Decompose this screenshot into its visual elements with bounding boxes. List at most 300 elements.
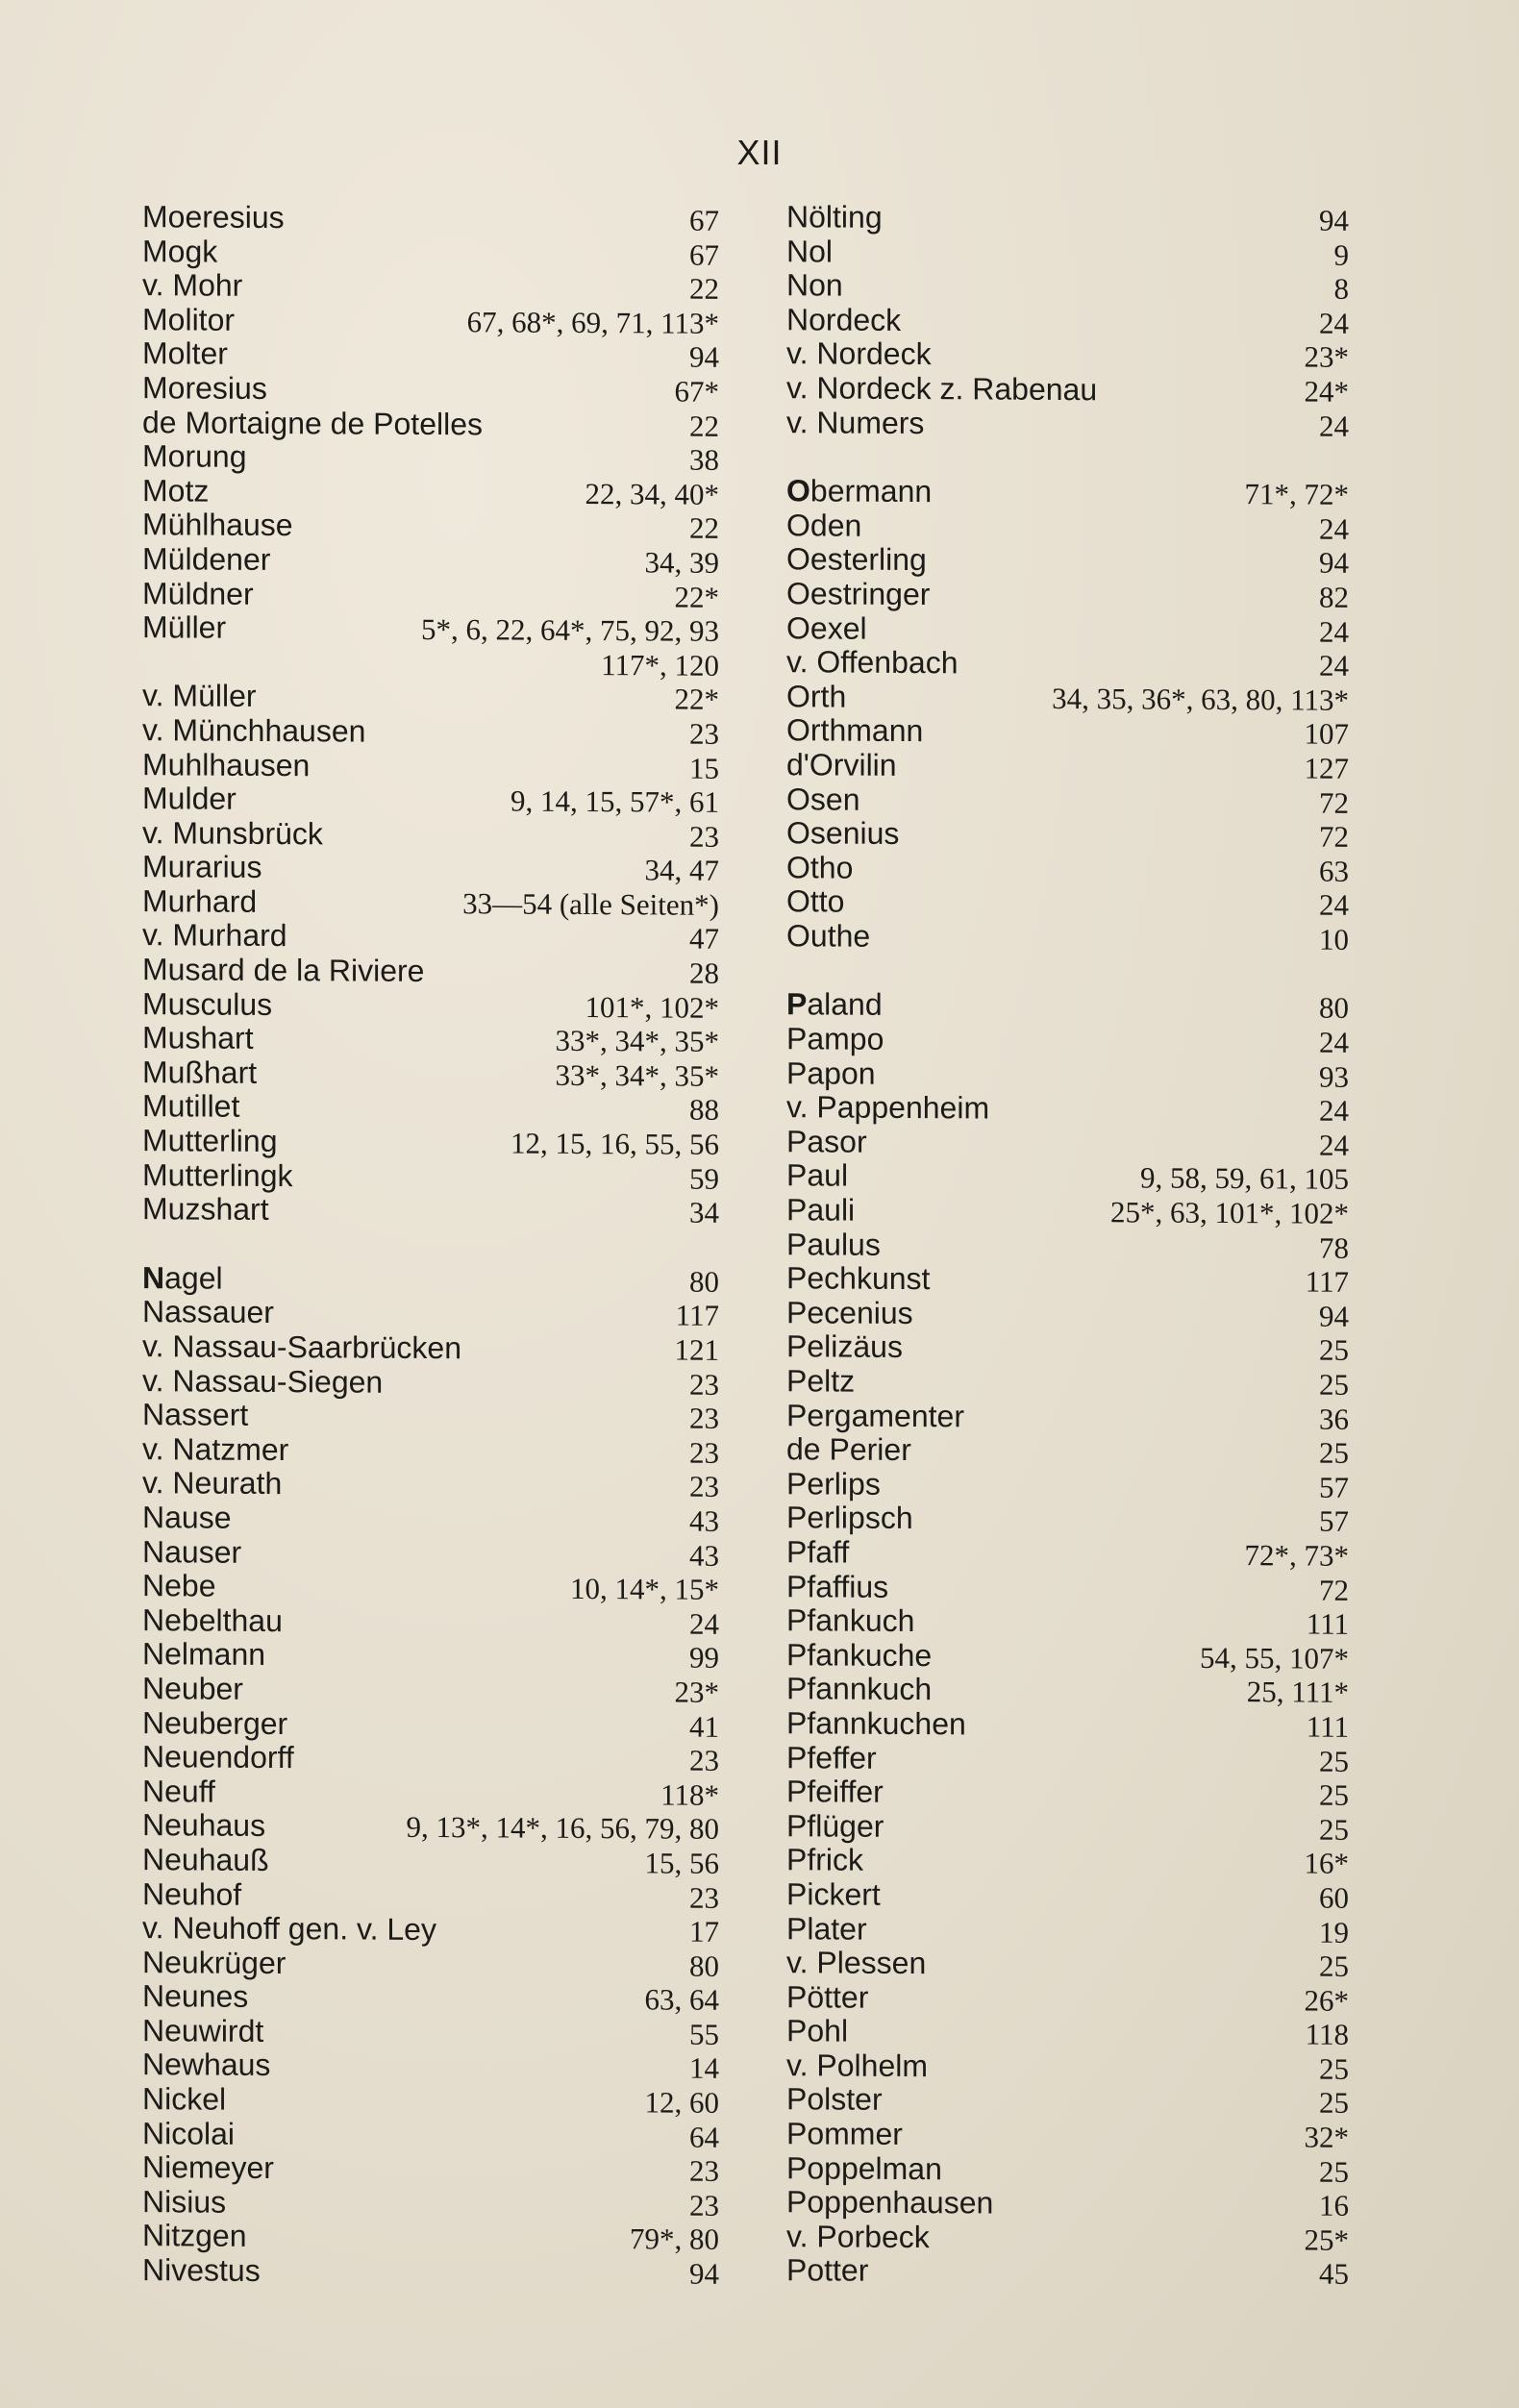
index-entry [142, 884, 719, 922]
entry-name-text: v. Pappenheim [786, 1089, 990, 1126]
index-entry [786, 2083, 1349, 2121]
entry-name-text: aland [807, 986, 883, 1023]
index-entry [142, 1158, 719, 1196]
entry-name [786, 1535, 849, 1570]
entry-pages: 59 [689, 1161, 719, 1196]
entry-pages: 80 [689, 1264, 719, 1299]
entry-name-text: v. Murhard [142, 917, 287, 954]
entry-name [142, 1808, 265, 1843]
entry-name [786, 577, 930, 612]
entry-pages: 47 [689, 922, 719, 956]
entry-pages: 16* [1304, 1846, 1349, 1881]
entry-pages: 94 [1319, 545, 1349, 581]
entry-name [142, 439, 247, 474]
entry-pages: 33—54 (alle Seiten*) [462, 886, 719, 922]
entry-name [786, 1467, 881, 1502]
entry-name-text: v. Nordeck z. Rabenau [786, 370, 1098, 408]
index-entry [786, 1364, 1349, 1402]
index-entry [786, 1193, 1349, 1230]
entry-name [142, 1843, 269, 1877]
index-entry [786, 782, 1349, 820]
entry-pages: 64 [689, 2120, 719, 2154]
index-entry [142, 1467, 719, 1504]
entry-name [786, 2254, 868, 2289]
index-entry [142, 850, 719, 887]
index-entry [142, 1432, 719, 1470]
entry-name [786, 2048, 928, 2083]
entry-pages: 9 [1333, 237, 1349, 272]
entry-name [142, 1192, 269, 1227]
entry-pages: 118* [660, 1777, 719, 1812]
index-entry [786, 235, 1349, 272]
entry-name [786, 2151, 942, 2187]
entry-name [786, 645, 958, 681]
index-entry [786, 1638, 1349, 1676]
entry-pages: 71*, 72* [1244, 477, 1349, 511]
entry-name-text: Pommer [786, 2116, 903, 2152]
entry-pages: 22* [674, 580, 719, 614]
entry-name [786, 2185, 993, 2221]
entry-name [142, 1055, 257, 1090]
entry-pages: 72 [1319, 785, 1349, 820]
entry-name-text: v. Mohr [142, 267, 243, 303]
index-entry [786, 1159, 1349, 1197]
entry-pages: 25 [1319, 1812, 1349, 1847]
entry-name [786, 1603, 914, 1638]
entry-pages: 25 [1319, 1367, 1349, 1402]
index-entry [786, 1125, 1349, 1162]
entry-name [142, 2117, 235, 2151]
entry-name [142, 406, 483, 442]
entry-name [786, 1570, 888, 1604]
index-entry [142, 1021, 719, 1058]
index-entry [142, 1808, 719, 1846]
entry-name-text: Muzshart [142, 1191, 269, 1228]
entry-pages: 79*, 80 [630, 2222, 719, 2257]
index-entry [142, 679, 719, 716]
entry-pages: 22 [689, 409, 719, 443]
index-entry [786, 1022, 1349, 1059]
index-entry [142, 2150, 719, 2188]
index-entry [142, 1535, 719, 1573]
entry-pages: 94 [689, 340, 719, 375]
entry-pages: 34 [689, 1195, 719, 1230]
entry-pages: 118 [1305, 2017, 1349, 2052]
entry-name-text: Perlips [786, 1465, 881, 1502]
entry-name-text: Neuhauß [142, 1842, 269, 1877]
entry-pages: 63 [1319, 854, 1349, 888]
entry-name-text: Pickert [786, 1876, 881, 1912]
entry-name [142, 1158, 293, 1194]
index-entry [142, 953, 719, 990]
entry-name [786, 988, 883, 1023]
entry-pages: 93 [1319, 1059, 1349, 1094]
index-entry [142, 1296, 719, 1333]
entry-name [786, 1502, 913, 1536]
entry-pages: 94 [1319, 1299, 1349, 1333]
entry-name [786, 2014, 848, 2048]
index-entry [786, 1261, 1349, 1299]
index-entry [786, 1502, 1349, 1539]
entry-pages: 23 [689, 2153, 719, 2189]
entry-name [786, 611, 867, 646]
entry-name-text: v. Plessen [786, 1945, 927, 1981]
entry-name [142, 884, 257, 919]
section-initial: N [142, 1259, 165, 1296]
entry-pages: 127 [1304, 751, 1349, 785]
entry-name [786, 2220, 930, 2255]
entry-pages: 16 [1319, 2188, 1349, 2223]
entry-name-text: Non [786, 267, 843, 303]
section-gap [142, 1227, 719, 1265]
entry-name-text: Nauser [142, 1533, 242, 1570]
entry-name-text: Morung [142, 438, 247, 474]
entry-name [142, 2253, 261, 2288]
section-gap [786, 439, 1349, 478]
index-column-right [786, 200, 1349, 2292]
index-entry [786, 1432, 1349, 1470]
index-entry [142, 1364, 719, 1402]
index-entry [786, 1809, 1349, 1847]
index-entry [142, 748, 719, 785]
entry-pages: 25, 111* [1246, 1675, 1349, 1710]
entry-name-text: Pfeiffer [786, 1774, 884, 1809]
entry-name-text: Müller [142, 609, 227, 645]
entry-name-text: v. Neuhoff gen. v. Ley [142, 1910, 436, 1948]
entry-name [786, 371, 1097, 408]
entry-name [142, 1603, 283, 1638]
index-entry [786, 2185, 1349, 2222]
entry-pages: 23 [689, 716, 719, 751]
entry-name-text: v. Nassau-Siegen [142, 1362, 384, 1400]
entry-name-text: Muhlhausen [142, 746, 311, 782]
entry-name [142, 268, 242, 303]
index-entry [786, 884, 1349, 922]
entry-pages: 24* [1304, 374, 1349, 409]
entry-name-text: Pfannkuchen [786, 1705, 966, 1742]
index-entry [142, 2220, 719, 2257]
index-entry [786, 1844, 1349, 1881]
entry-name [786, 303, 901, 337]
entry-name [786, 1022, 884, 1056]
entry-pages: 17 [689, 1914, 719, 1949]
entry-name [786, 474, 932, 509]
entry-name [786, 406, 924, 440]
entry-pages: 23 [689, 1367, 719, 1402]
entry-name-text: Poppelman [786, 2149, 942, 2186]
entry-pages: 117 [675, 1298, 719, 1333]
index-entry [142, 782, 719, 819]
index-entry [786, 268, 1349, 306]
index-entry [142, 1055, 719, 1093]
entry-name-text: Murhard [142, 883, 258, 919]
entry-name-text: Pasor [786, 1124, 867, 1159]
entry-name [786, 851, 853, 885]
entry-pages: 25 [1319, 1435, 1349, 1470]
index-entry [142, 439, 719, 477]
entry-pages: 12, 60 [644, 2085, 719, 2120]
index-entry [786, 1877, 1349, 1915]
entry-name [142, 303, 235, 337]
entry-name [786, 1261, 930, 1297]
index-entry [786, 611, 1349, 649]
entry-name [142, 1021, 254, 1055]
entry-pages: 24 [1319, 887, 1349, 923]
index-entry [142, 2253, 719, 2291]
index-entry [786, 1056, 1349, 1094]
index-entry [786, 680, 1349, 717]
entry-name-text: Neuff [142, 1773, 215, 1809]
index-entry [786, 2151, 1349, 2189]
index-entry [786, 406, 1349, 443]
entry-name [142, 1364, 383, 1400]
index-entry [786, 1946, 1349, 1983]
index-entry [142, 645, 719, 683]
entry-name [786, 509, 861, 543]
entry-pages: 121 [674, 1332, 719, 1367]
entry-pages: 34, 35, 36*, 63, 80, 113* [1052, 681, 1349, 717]
entry-name-text: Pflüger [786, 1807, 884, 1844]
entry-name [786, 337, 932, 373]
index-entry [786, 1228, 1349, 1265]
entry-name [142, 1946, 286, 1981]
entry-name-text: Neuhaus [142, 1807, 266, 1844]
entry-name-text: Mußhart [142, 1055, 258, 1090]
entry-name [786, 714, 923, 749]
entry-pages: 38 [689, 442, 719, 477]
index-entry [786, 1775, 1349, 1812]
entry-name-text: Nicolai [142, 2115, 236, 2151]
entry-name [142, 1672, 243, 1706]
entry-name-text: Pfaff [786, 1534, 850, 1570]
index-entry [786, 1535, 1349, 1573]
entry-pages: 15, 56 [644, 1846, 719, 1880]
entry-name-text: v. Munsbrück [142, 814, 323, 852]
entry-pages: 111 [1306, 1606, 1349, 1641]
entry-pages: 24 [689, 1606, 719, 1641]
entry-name-text: v. Müller [142, 678, 257, 714]
entry-name [142, 816, 323, 852]
entry-pages: 67, 68*, 69, 71, 113* [466, 305, 719, 340]
entry-pages: 36 [1319, 1402, 1349, 1436]
entry-pages: 34, 39 [644, 545, 719, 580]
entry-pages: 23 [689, 2188, 719, 2222]
index-entry [142, 1192, 719, 1229]
index-entry [142, 2185, 719, 2222]
entry-pages: 94 [689, 2256, 719, 2291]
entry-pages: 22* [674, 682, 719, 717]
entry-name-text: Nivestus [142, 2252, 261, 2288]
entry-pages: 10, 14*, 15* [570, 1572, 719, 1606]
entry-name [142, 1911, 436, 1947]
index-entry [142, 1261, 719, 1299]
entry-name-text: Osenius [786, 815, 900, 852]
entry-name [142, 953, 424, 988]
entry-name [786, 919, 870, 954]
index-entry [142, 2117, 719, 2154]
entry-name-text: Perlipsch [786, 1500, 913, 1536]
entry-pages: 24 [1319, 648, 1349, 683]
entry-pages: 19 [1319, 1915, 1349, 1949]
entry-name-text: Outhe [786, 918, 871, 954]
entry-name-text: Pfankuche [786, 1636, 933, 1673]
entry-name [142, 782, 237, 816]
index-entry [142, 1124, 719, 1161]
entry-name [786, 1159, 848, 1194]
entry-name-text: Oden [786, 507, 862, 543]
entry-name-text: Nol [786, 233, 834, 269]
entry-pages: 25*, 63, 101*, 102* [1110, 1195, 1349, 1230]
entry-name [786, 884, 844, 919]
index-entry [786, 1980, 1349, 2018]
entry-pages: 54, 55, 107* [1200, 1640, 1349, 1676]
index-entry [142, 1329, 719, 1367]
entry-name-text: Mutillet [142, 1088, 240, 1125]
entry-pages: 22 [689, 510, 719, 546]
entry-pages: 23 [689, 1743, 719, 1777]
index-entry [786, 1090, 1349, 1128]
entry-name [786, 1741, 877, 1775]
entry-name [786, 782, 859, 817]
entry-name-text: v. Neurath [142, 1465, 283, 1502]
index-entry [786, 1570, 1349, 1607]
entry-pages: 72 [1319, 819, 1349, 854]
index-entry [142, 2082, 719, 2120]
index-entry [786, 1603, 1349, 1641]
entry-name [142, 1296, 274, 1330]
entry-pages: 80 [689, 1949, 719, 1983]
entry-name-text: v. Numers [786, 404, 925, 440]
entry-name-text: Mogk [142, 233, 218, 269]
entry-pages: 23* [674, 1675, 719, 1709]
entry-name [786, 1056, 876, 1091]
entry-name-text: Nassauer [142, 1294, 274, 1330]
entry-pages: 9, 13*, 14*, 16, 56, 79, 80 [406, 1810, 719, 1847]
entry-pages: 117*, 120 [601, 647, 719, 683]
entry-pages: 24 [1319, 409, 1349, 443]
entry-pages: 72*, 73* [1244, 1538, 1349, 1573]
entry-name [786, 2083, 883, 2118]
entry-pages: 23 [689, 1401, 719, 1436]
entry-name [142, 1740, 294, 1775]
entry-pages: 41 [689, 1709, 719, 1744]
entry-name [786, 1432, 911, 1467]
entry-name [786, 1775, 884, 1809]
entry-name-text: Pampo [786, 1021, 884, 1056]
entry-pages: 23 [689, 1435, 719, 1470]
index-entry [142, 1911, 719, 1949]
index-entry [142, 1877, 719, 1915]
index-entry [786, 851, 1349, 888]
entry-name-text: Orthmann [786, 712, 924, 749]
entry-name [142, 1261, 223, 1296]
entry-name [142, 1090, 239, 1125]
entry-pages: 94 [1319, 203, 1349, 237]
entry-name-text: Paulus [786, 1226, 881, 1262]
entry-name-text: bermann [809, 473, 933, 509]
entry-pages: 67* [674, 374, 719, 409]
entry-name-text: Newhaus [142, 2047, 271, 2083]
entry-name-text: Murarius [142, 849, 262, 885]
entry-name-text: Neuwirdt [142, 2013, 264, 2048]
entry-name-text: Peltz [786, 1363, 856, 1399]
entry-name-text: Pfankuch [786, 1602, 915, 1639]
entry-name-text: Pechkunst [786, 1260, 931, 1297]
entry-pages: 23 [689, 1880, 719, 1915]
entry-name [142, 1775, 215, 1809]
entry-name [142, 850, 261, 884]
entry-pages: 9, 14, 15, 57*, 61 [510, 783, 719, 819]
index-entry [786, 1706, 1349, 1744]
index-entry [142, 303, 719, 340]
entry-name-text: Nitzgen [142, 2218, 247, 2254]
entry-name-text: Neunes [142, 1978, 249, 2015]
section-initial: O [786, 473, 810, 509]
entry-name-text: de Mortaigne de Potelles [142, 404, 483, 441]
entry-name [786, 1364, 855, 1399]
entry-pages: 12, 15, 16, 55, 56 [510, 1126, 719, 1161]
index-entry [786, 714, 1349, 752]
entry-pages: 24 [1319, 1025, 1349, 1059]
entry-name [786, 1877, 881, 1912]
index-entry [786, 988, 1349, 1026]
entry-pages: 14 [689, 2051, 719, 2086]
entry-name-text: Nassert [142, 1397, 249, 1433]
entry-pages: 24 [1319, 1093, 1349, 1129]
entry-name [786, 543, 927, 578]
entry-name [142, 474, 209, 509]
entry-name-text: Müldner [142, 575, 254, 611]
entry-name [142, 2082, 226, 2117]
entry-pages: 23* [1304, 339, 1349, 375]
entry-name-text: Niemeyer [142, 2149, 274, 2186]
entry-name-text: Pfannkuch [786, 1671, 933, 1707]
entry-name [786, 1809, 884, 1844]
entry-pages: 25 [1319, 1744, 1349, 1778]
entry-pages: 111 [1306, 1709, 1349, 1744]
entry-name-text: Neuberger [142, 1704, 288, 1741]
entry-name [142, 1877, 241, 1912]
entry-pages: 26* [1304, 1983, 1349, 2018]
index-entry [786, 748, 1349, 785]
index-entry [142, 1603, 719, 1641]
entry-name [786, 748, 897, 782]
index-entry [142, 371, 719, 409]
entry-name-text: Pfrick [786, 1842, 863, 1878]
entry-pages: 23 [689, 819, 719, 854]
entry-name-text: v. Münchhausen [142, 712, 366, 749]
index-entry [142, 1398, 719, 1435]
entry-name [142, 1398, 248, 1432]
index-column-left [142, 200, 719, 2291]
entry-name-text: d'Orvilin [786, 747, 897, 782]
entry-name-text: Mutterling [142, 1123, 278, 1159]
index-entry [786, 2254, 1349, 2292]
entry-name-text: Nebe [142, 1568, 216, 1603]
index-entry [142, 1706, 719, 1744]
entry-name-text: Pfaffius [786, 1568, 889, 1604]
entry-pages: 33*, 34*, 35* [555, 1057, 719, 1093]
entry-name-text: Nickel [142, 2081, 227, 2117]
index-entry [786, 1912, 1349, 1949]
entry-pages: 43 [689, 1503, 719, 1538]
entry-name [142, 748, 310, 783]
entry-name [142, 679, 257, 713]
entry-pages: 9, 58, 59, 61, 105 [1140, 1160, 1349, 1197]
entry-name [142, 1329, 461, 1366]
entry-name [786, 1844, 863, 1878]
index-entry [142, 1638, 719, 1676]
